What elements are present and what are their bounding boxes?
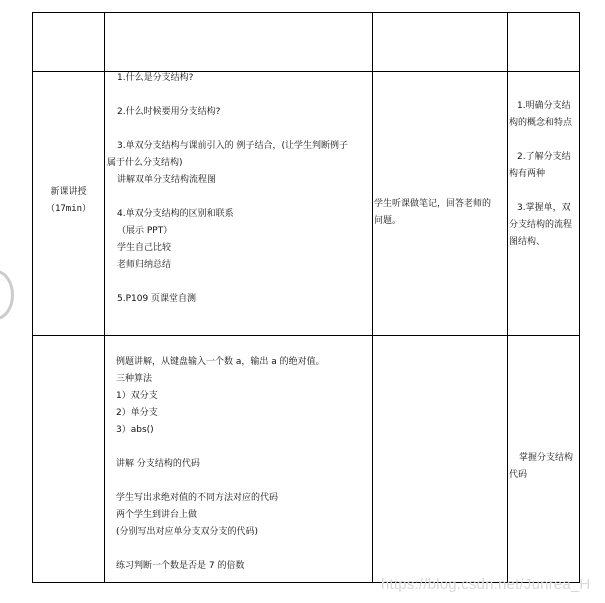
teacher-line: 两个学生到讲台上做 xyxy=(116,510,198,520)
teacher-line: 1.什么是分支结构? xyxy=(117,73,194,83)
teacher-line: 3.单双分支结构与课前引入的 例子结合，(让学生判断例子 xyxy=(117,141,348,151)
teacher-line: 学生自己比较 xyxy=(117,243,172,253)
teacher-line: (分别写出对应单分支双分支的代码) xyxy=(116,527,259,537)
goal-line: 2.了解分支结 xyxy=(517,152,571,162)
goal-line: 构有两种 xyxy=(509,169,546,179)
teacher-line: 1）双分支 xyxy=(116,391,158,401)
teacher-line: 三种算法 xyxy=(116,374,153,384)
stage-label: 新课讲授 xyxy=(50,187,87,197)
table-border-top xyxy=(32,12,580,13)
teacher-line: 例题讲解，从键盘输入一个数 a，输出 a 的绝对值。 xyxy=(116,357,325,367)
teacher-line: 学生写出求绝对值的不同方法对应的代码 xyxy=(116,493,279,503)
teacher-line: 2）单分支 xyxy=(116,408,158,418)
watermark: https://blog.csdn.net/Junrea_H xyxy=(381,576,591,593)
teacher-line: 讲解双单分支结构流程图 xyxy=(117,175,217,185)
student-line: 学生听课做笔记，回答老师的 xyxy=(374,199,492,209)
lesson-plan-table xyxy=(32,12,580,583)
table-border-left xyxy=(32,12,33,583)
col-divider-2 xyxy=(372,12,373,583)
goal-line: 1.明确分支结 xyxy=(517,101,571,111)
goal-line: 代码 xyxy=(509,470,528,480)
goals-cell-1 xyxy=(509,98,579,251)
goal-line: 分支结构的流程 xyxy=(509,220,573,230)
teacher-line: （展示 PPT） xyxy=(117,226,173,236)
goal-line: 3.掌握单，双 xyxy=(517,203,571,213)
teacher-line: 2.什么时候要用分支结构? xyxy=(117,107,221,117)
table-border-right xyxy=(579,12,580,583)
teacher-activity-cell-1 xyxy=(107,70,371,308)
student-line: 问题。 xyxy=(374,216,402,226)
teacher-line: 练习判断一个数是否是 7 的倍数 xyxy=(116,561,245,571)
teacher-activity-cell-2 xyxy=(116,354,371,575)
teacher-line: 属于什么分支结构) xyxy=(107,158,183,168)
student-activity-cell xyxy=(374,196,506,230)
row-divider-2 xyxy=(32,335,580,336)
scroll-edge-circle xyxy=(0,270,14,320)
stage-time: （17min） xyxy=(45,204,92,214)
teacher-line: 讲解 分支结构的代码 xyxy=(116,459,200,469)
teacher-line: 5.P109 页课堂自测 xyxy=(117,294,197,304)
col-divider-3 xyxy=(507,12,508,583)
teacher-line: 老师归纳总结 xyxy=(117,260,172,270)
teacher-line: 3）abs() xyxy=(116,425,154,435)
teacher-line: 4.单双分支结构的区别和联系 xyxy=(117,209,234,219)
stage-cell xyxy=(33,184,104,218)
col-divider-1 xyxy=(104,12,105,583)
goal-line: 图结构、 xyxy=(509,237,546,247)
goals-cell-2 xyxy=(509,450,579,484)
goal-line: 构的概念和特点 xyxy=(509,118,573,128)
goal-line: 掌握分支结构 xyxy=(519,453,574,463)
